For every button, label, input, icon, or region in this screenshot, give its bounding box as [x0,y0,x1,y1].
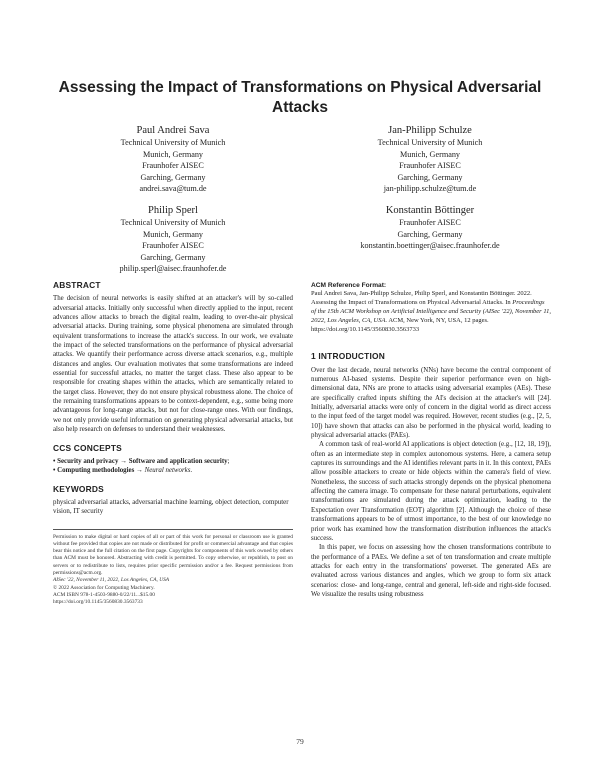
right-column [311,281,551,599]
author-email: jan-philipp.schulze@tum.de [383,184,477,194]
author-block-4 [330,204,530,252]
author-affiliation: Garching, Germany [140,252,206,262]
ccs-term: • Computing methodologies [53,467,135,475]
author-affiliation: Munich, Germany [399,149,461,159]
ccs-arrow: → [118,457,129,465]
keywords-heading: KEYWORDS [53,483,104,494]
reference-format-text [311,290,551,334]
author-affiliation: Munich, Germany [142,229,204,239]
intro-paragraph: In this paper, we focus on assessing how the chosen transformations contribute to the performance of a PAEs. We define a set of ten transformation and create multiple attacks for each entry in the transformations' powerset. The generated AEs are evaluated across various distances and angles, which we group to form six attack scenarios: close- and long-range, central and general, left-side and right-side focused. We visualize the results using robustness [311,544,551,598]
reference-tail: ACM, New York, NY, USA, 12 pages. https://doi.org/10.1145/3560830.3563733 [311,316,489,333]
ccs-arrow: → [134,467,145,475]
ccs-term: Neural networks [144,467,191,475]
author-block-1 [73,124,273,195]
doi-line: https://doi.org/10.1145/3560830.3563733 [53,599,143,606]
author-affiliation: Garching, Germany [397,172,463,182]
author-affiliation: Fraunhofer AISEC [399,218,461,227]
author-name: Paul Andrei Sava [136,125,210,136]
ccs-item [53,466,293,475]
introduction-heading: 1 INTRODUCTION [311,351,385,362]
author-block-2 [330,124,530,195]
author-affiliation: Technical University of Munich [120,138,226,147]
reference-venue: Proceedings of the 15th ACM Workshop on Artificial Intelligence and Security (AISec '22), November 11, 2022, Los Angeles, CA, USA. [311,299,551,324]
intro-paragraph: Over the last decade, neural networks (NNs) have become the central component of numerous AI-based systems. Despite their superior performance even on high-dimensional data, NNs are prone to attacks using adversarial examples (AEs). These are specifically crafted inputs shifting the AI's decision at the attacker's will [24]. Initially, adversarial attacks were only of concern in the digital world as direct access to the input feed of the target model was required. However, recent studies (e.g., [2, 5, 10]) have shown that attacks can also be performed in the physical world, leading to physical adversarial attacks (PAEs). [311,366,551,440]
venue-line: AISec '22, November 11, 2022, Los Angeles, CA, USA [53,577,170,584]
author-email: philip.sperl@aisec.fraunhofer.de [119,264,227,274]
ccs-punct: ; [227,457,230,465]
abstract-text: The decision of neural networks is easily shifted at an attacker's will by so-called adversarial attacks. Initially only successful when directly applied to the input, recent advances allow attacks to breach the digital realm, leading to over-the-air physical adversarial attacks. During training, some physical phenomena are simulated through equivalent transformations to increase the attack's success. In our work, we evaluate the impact of the selected transformations on the performance of physical adversarial attacks. We quantify their performance across diverse attack scenarios, e.g., multiple distances and angles. Our evaluation motivates that some transformations are indeed essential for successful attacks, no matter the target class. These also appear to be responsible for creating shapes within the attacks, which are semantically related to the target class. However, they do not ensure physical robustness alone. The choice of the remaining transformations appears to be context-dependent, e.g., some being more advantageous for long-range attacks, but not for close-range ones. With our findings, we not only provide useful information on generating physical adversarial attacks, but also help research on defenses to understand their weaknesses. [53,295,293,434]
author-email: konstantin.boettinger@aisec.fraunhofer.de [360,241,500,251]
author-name: Philip Sperl [148,205,198,216]
ccs-punct: . [190,467,193,475]
ccs-term: Software and application security [128,457,228,465]
author-email: andrei.sava@tum.de [139,184,207,194]
permission-notice [53,534,293,607]
isbn-line: ACM ISBN 978-1-4503-9880-0/22/11...$15.00 [53,591,155,598]
author-affiliation: Fraunhofer AISEC [142,241,204,251]
reference-authors: Paul Andrei Sava, Jan-Philipp Schulze, Philip Sperl, and Konstantin Böttinger. 2022. Assessing the Impact of Transformations on Physical Adversarial Attacks. In [311,290,532,307]
page-number: 79 [296,737,304,746]
ccs-item [53,457,293,466]
author-affiliation: Technical University of Munich [120,218,226,227]
copyright-line: © 2022 Association for Computing Machinery. [53,584,155,591]
intro-paragraph: A common task of real-world AI applications is object detection (e.g., [12, 18, 19]), often as an intermediate step in complex autonomous systems. Here, a camera setup captures its surroundings and the AI identifies relevant parts in it. In this context, PAEs allow possible attackers to create or hide objects within the camera's field of view. Nonetheless, the success of such attacks strongly depends on the physical phenomena affecting the camera image. To compensate for these natural perturbations, equivalent transformations are simulated during the attack optimization, leading to the Expectation over Transformation (EOT) algorithm [2]. Although the choice of these transformations appears to be of utmost importance, to the best of our knowledge no prior work has examined how the transformation distribution influences the attack's success. [311,441,551,542]
author-block-3 [73,204,273,275]
ccs-term: • Security and privacy [53,457,119,465]
permission-text: Permission to make digital or hard copies of all or part of this work for personal or classroom use is granted without fee provided that copies are not made or distributed for profit or commercial advantage and that copies bear this notice and the full citation on the first page. Copyrights for components of this work owned by others than ACM must be honored. Abstracting with credit is permitted. To copy otherwise, or republish, to post on servers or to redistribute to lists, requires prior specific permission and/or a fee. Request permissions from permissions@acm.org. [53,533,293,577]
author-name: Jan-Philipp Schulze [388,125,472,136]
abstract-heading: ABSTRACT [53,280,101,290]
author-name: Konstantin Böttinger [385,205,475,216]
author-affiliation: Fraunhofer AISEC [142,161,204,171]
ccs-heading: CCS CONCEPTS [53,442,122,453]
author-affiliation: Garching, Germany [140,172,206,182]
reference-format-heading: ACM Reference Format: [311,282,387,289]
paper-title: Assessing the Impact of Transformations on Physical Adversarial Attacks [58,79,542,116]
author-affiliation: Fraunhofer AISEC [399,161,461,171]
author-affiliation: Munich, Germany [142,149,204,159]
author-affiliation: Technical University of Munich [377,138,483,147]
footnote-rule [53,529,293,530]
keywords-text: physical adversarial attacks, adversarial machine learning, object detection, computer vision, IT security [53,498,289,516]
author-affiliation: Garching, Germany [397,229,463,239]
left-column [53,281,293,607]
